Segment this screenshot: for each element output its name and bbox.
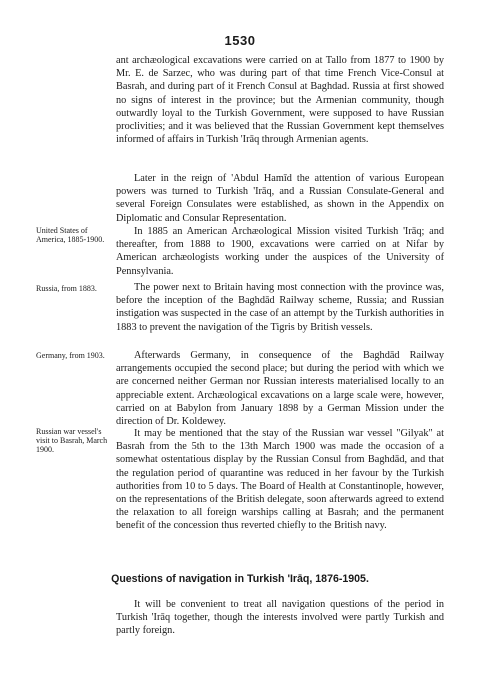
page-number: 1530 bbox=[224, 33, 256, 48]
paragraph-4: The power next to Britain having most connection with the province was, before the inception of the Baghdād Railway scheme, Russia; and Russian instigation was suspected in the case of an attempt by the Turkish authorities in 1883 to prevent the navigation of the Tigris by British vessels. bbox=[116, 282, 444, 333]
side-note-united-states: United States of America, 1885-1900. bbox=[36, 226, 105, 244]
paragraph-6: It may be mentioned that the stay of the Russian war vessel "Gilyak" at Basrah from the 5th to the 13th March 1900 was made the occasion of a somewhat ostentatious display by the Russian Consul from Baghdād, and that the regulation period of quarantine was reduced in her favour by the Turkish authorities from 10 to 5 days. The Board of Health at Constantinople, however, on the representations of the British delegate, soon afterwards agreed to extend the relaxation to all foreign warships calling at Basrah; and the permanent benefit of the concession thus reverted chiefly to the British navy. bbox=[116, 428, 444, 532]
paragraph-3: In 1885 an American Archæological Mission visited Turkish 'Irāq; and thereafter, from 1888 to 1900, excavations were carried on at Nifar by American archæologists working under the auspices of the University of Pennsylvania. bbox=[116, 226, 444, 277]
side-note-russia: Russia, from 1883. bbox=[36, 284, 97, 293]
paragraph-5: Afterwards Germany, in consequence of the Baghdād Railway arrangements occupied the second place; but during the period with which we are concerned neither German nor Russian interests materialised locally to an appreciable extent. Archæological excavations on a large scale were, however, carried on at Babylon from January 1898 by a German Mission under the direction of Dr. Koldewey. bbox=[116, 350, 444, 428]
side-note-germany: Germany, from 1903. bbox=[36, 351, 105, 360]
paragraph-1: ant archæological excavations were carried on at Tallo from 1877 to 1900 by Mr. E. de Sarzec, who was during part of that time French Vice-Consul at Basrah, and during part of it French Consul at Baghdad. Russia at first showed no signs of interest in the province; but the Armenian community, though outwardly loyal to the Turkish Government, were supposed to have Russian proclivities; and it was believed that the Russian Government kept themselves informed of affairs in Turkish 'Irāq through Armenian agents. bbox=[116, 55, 444, 146]
paragraph-2: Later in the reign of 'Abdul Hamīd the attention of various European powers was turned to Turkish 'Irāq, and a Russian Consulate-General and several Foreign Consulates were established, as shown in the Appendix on Diplomatic and Consular Representation. bbox=[116, 173, 444, 224]
paragraph-7: It will be convenient to treat all navigation questions of the period in Turkish 'Irāq together, though the interests involved were partly Turkish and partly foreign. bbox=[116, 599, 444, 637]
side-note-russian-war-vessel: Russian war vessel's visit to Basrah, March 1900. bbox=[36, 427, 108, 454]
section-heading: Questions of navigation in Turkish 'Irāq, 1876-1905. bbox=[111, 573, 369, 585]
